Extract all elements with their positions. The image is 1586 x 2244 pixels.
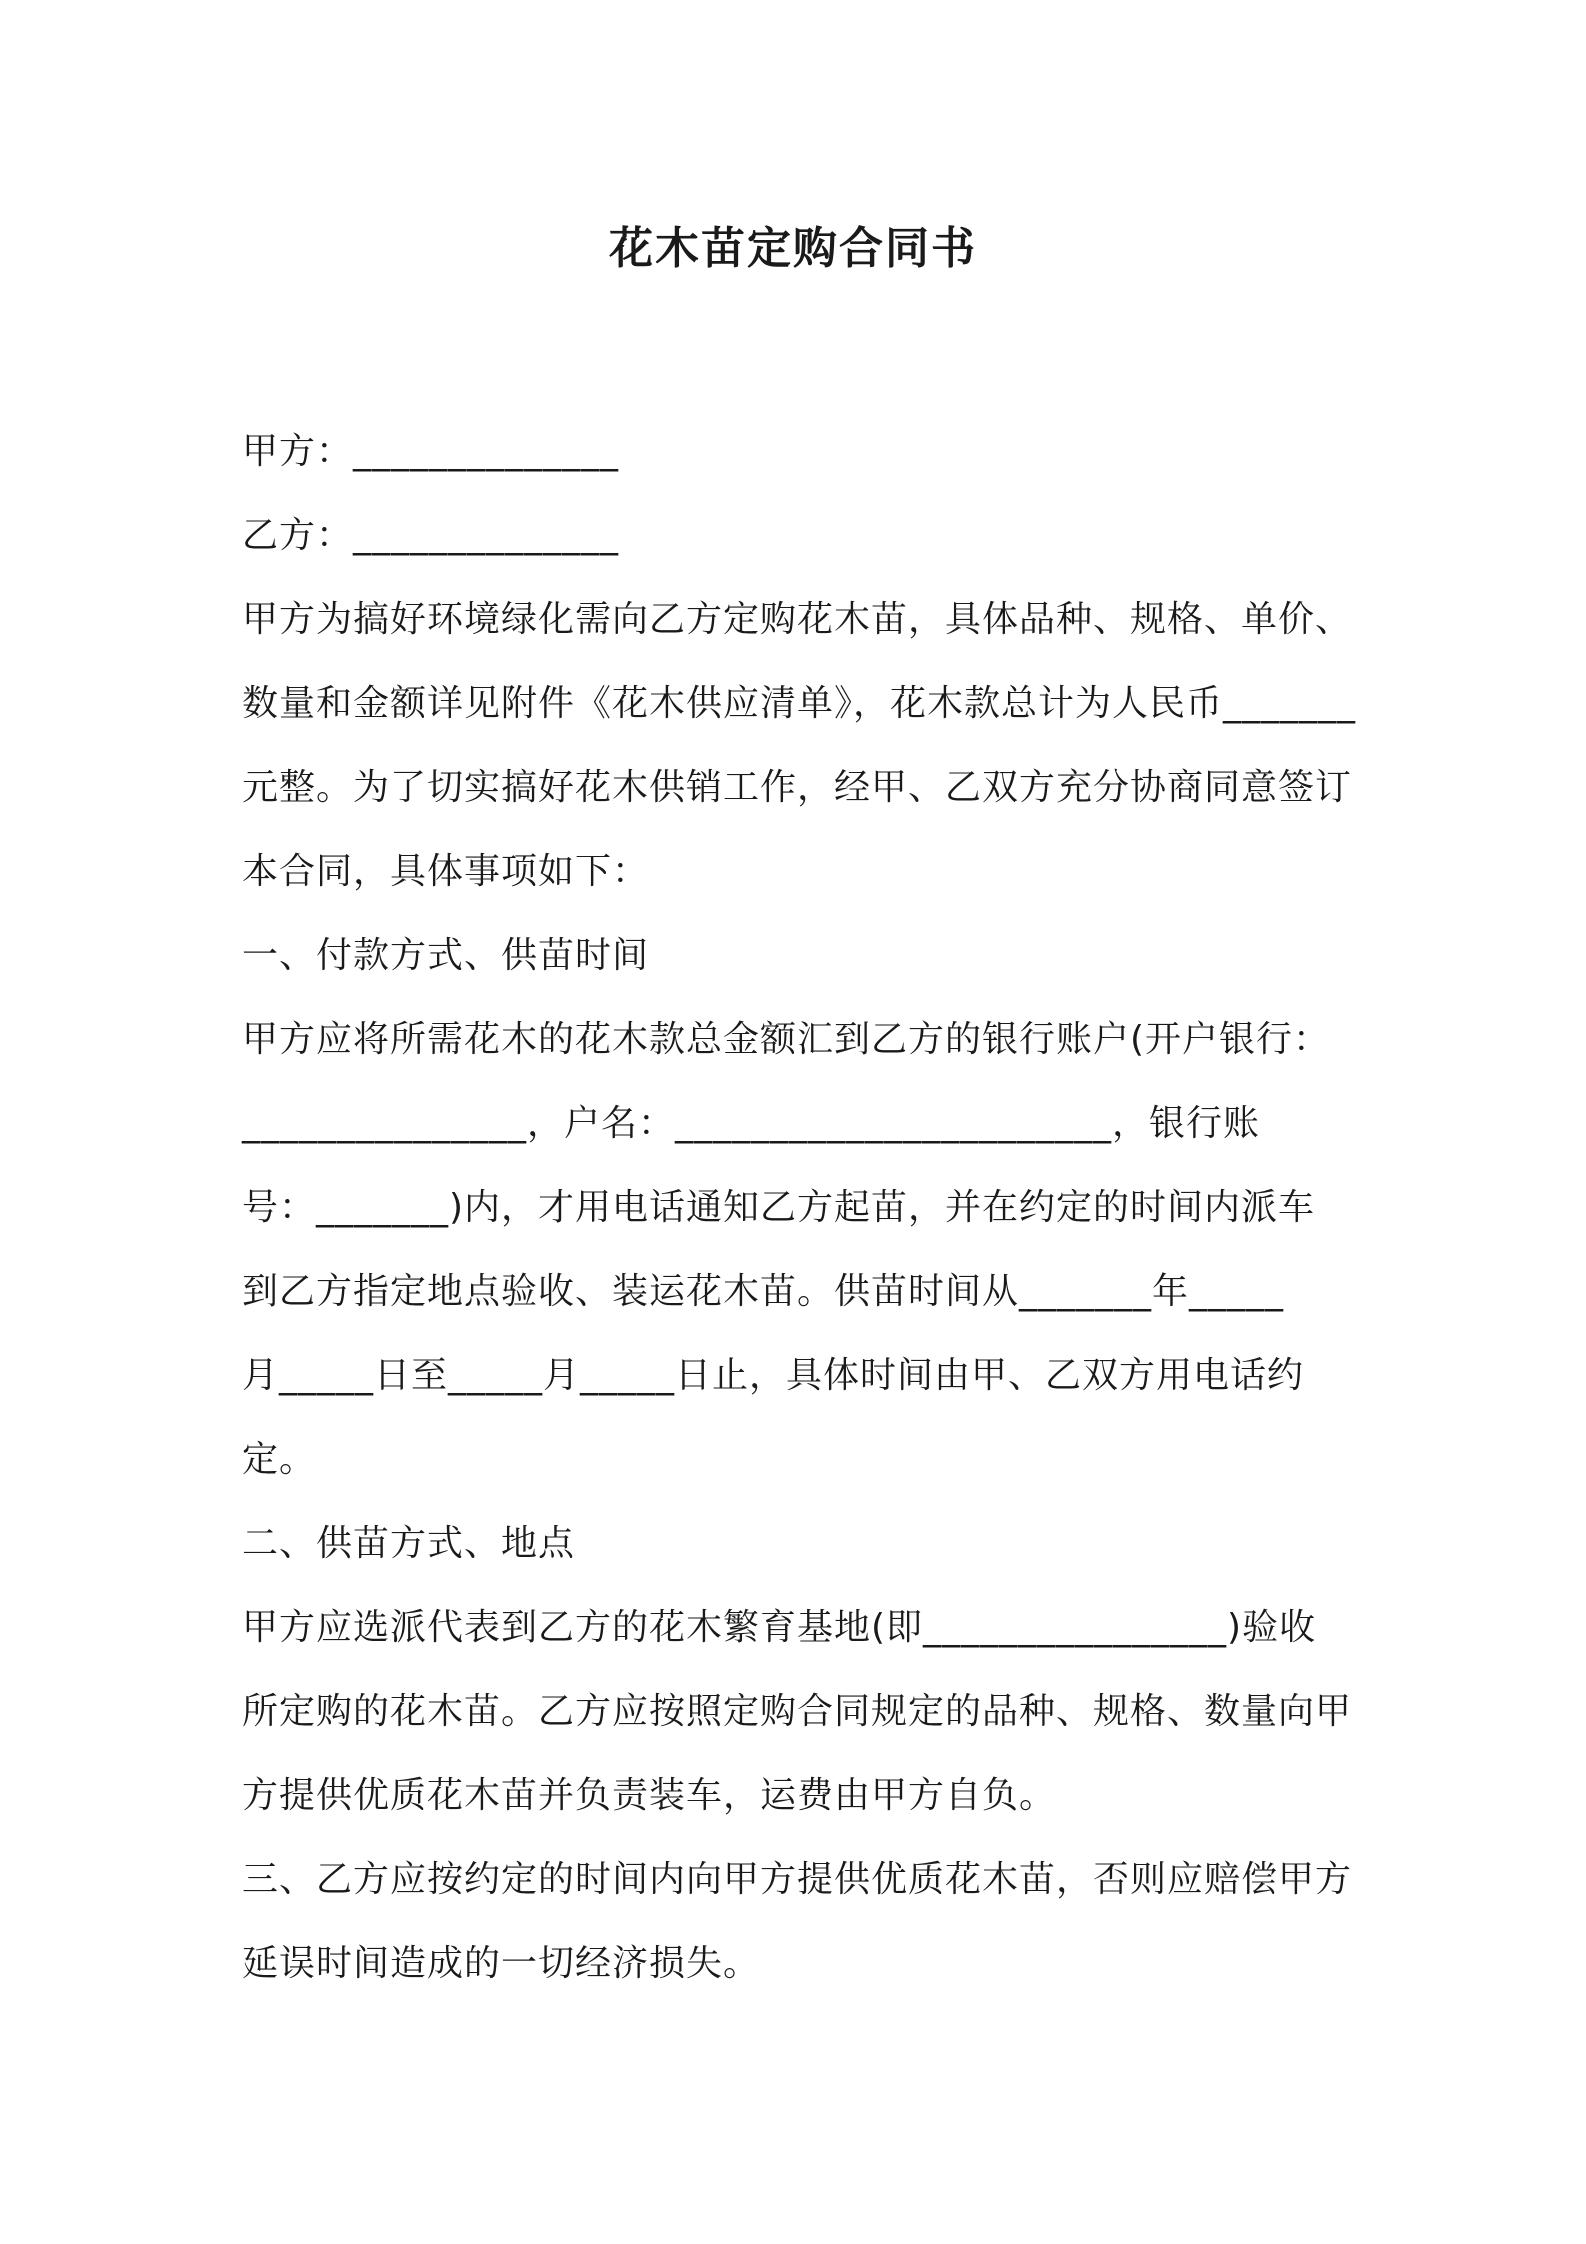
body-text-line: 甲方为搞好环境绿化需向乙方定购花木苗，具体品种、规格、单价、 <box>242 599 1353 640</box>
body-text-line: 元整。为了切实搞好花木供销工作，经甲、乙双方充分协商同意签订 <box>242 767 1353 808</box>
body-text-line: 本合同，具体事项如下： <box>242 851 650 892</box>
body-text-line: 延误时间造成的一切经济损失。 <box>242 1943 761 1984</box>
section-heading-3: 三、乙方应按约定的时间内向甲方提供优质花木苗，否则应赔偿甲方 <box>242 1859 1353 1900</box>
body-text-line: 到乙方指定地点验收、装运花木苗。供苗时间从_______年_____ <box>242 1271 1285 1312</box>
body-text-line: 号：_______)内，才用电话通知乙方起苗，并在约定的时间内派车 <box>242 1187 1316 1228</box>
body-text-line: _______________，户名：_______________________，银行账 <box>242 1103 1261 1144</box>
section-heading-2: 二、供苗方式、地点 <box>242 1523 576 1564</box>
body-text-line: 甲方应选派代表到乙方的花木繁育基地(即________________)验收 <box>242 1607 1317 1648</box>
party-a-line: 甲方：______________ <box>242 431 620 472</box>
section-heading-1: 一、付款方式、供苗时间 <box>242 935 650 976</box>
body-text-line: 数量和金额详见附件《花木供应清单》，花木款总计为人民币_______ <box>242 683 1357 724</box>
body-text-line: 月_____日至_____月_____日止，具体时间由甲、乙双方用电话约 <box>242 1355 1305 1396</box>
body-text-line: 定。 <box>242 1439 317 1480</box>
contract-body <box>242 410 1360 2006</box>
page-title: 花木苗定购合同书 <box>609 223 977 274</box>
body-text-line: 方提供优质花木苗并负责装车，运费由甲方自负。 <box>242 1775 1057 1816</box>
body-text-line: 所定购的花木苗。乙方应按照定购合同规定的品种、规格、数量向甲 <box>242 1691 1353 1732</box>
party-b-line: 乙方：______________ <box>242 515 620 556</box>
body-text-line: 甲方应将所需花木的花木款总金额汇到乙方的银行账户(开户银行： <box>242 1019 1331 1060</box>
